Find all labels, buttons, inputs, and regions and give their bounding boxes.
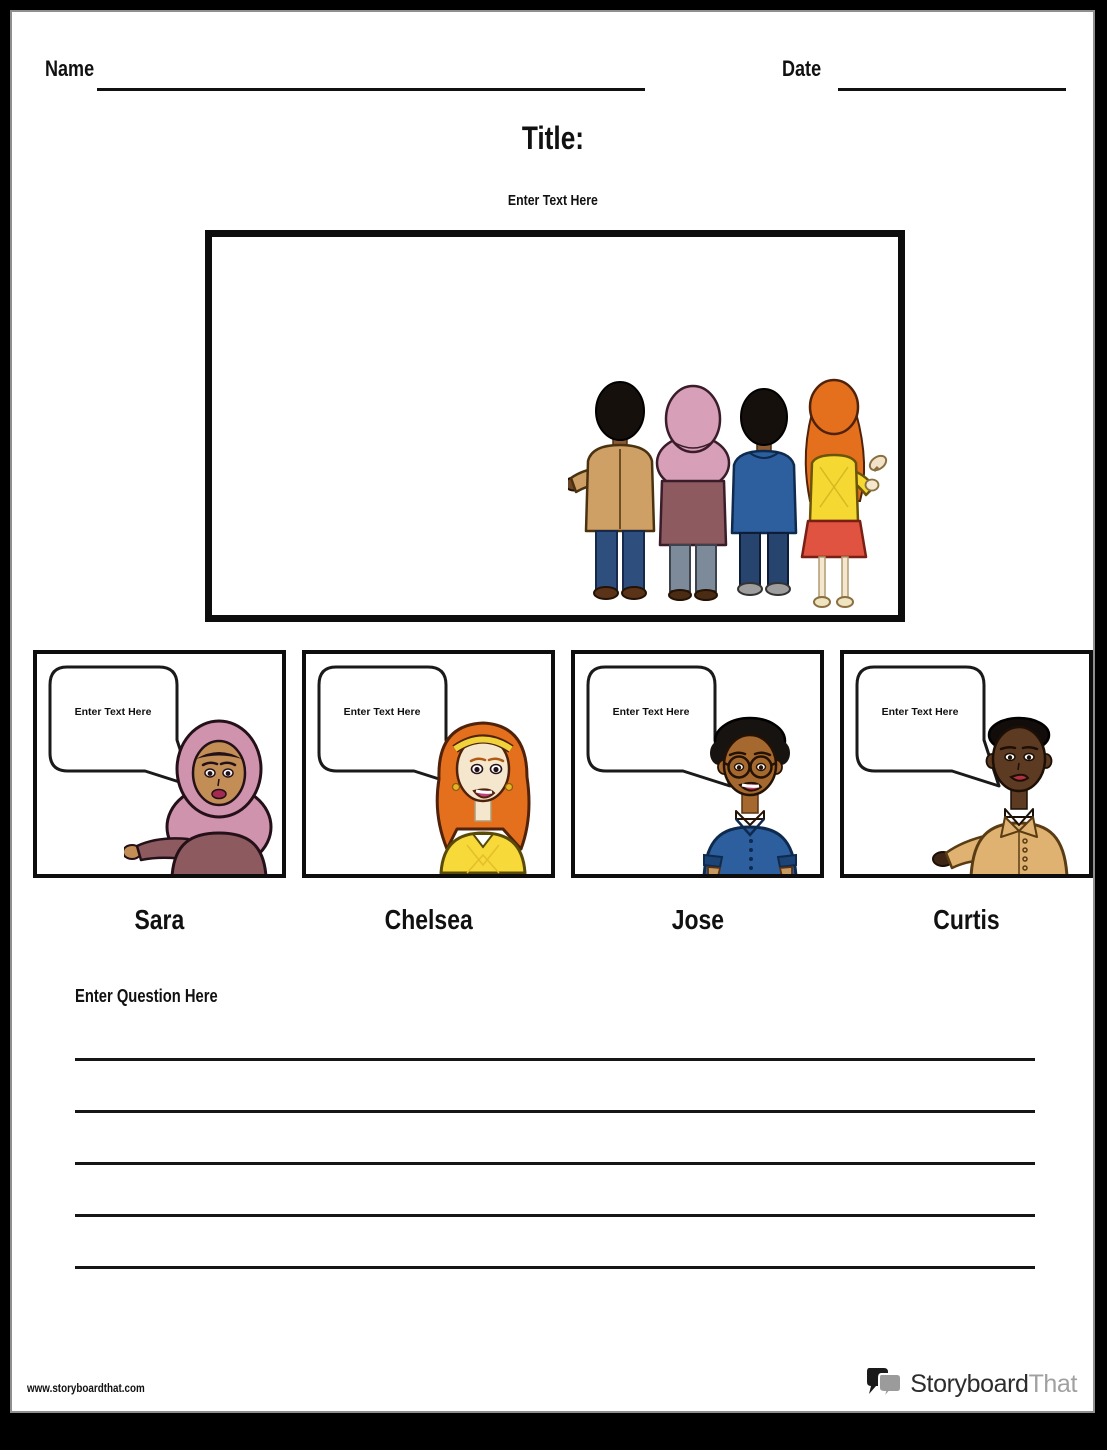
- character-cell-sara: [33, 650, 286, 878]
- back-figure-man-tan: [568, 382, 654, 599]
- answer-line: [75, 1058, 1035, 1061]
- character-name-jose: Jose: [671, 904, 724, 935]
- title-placeholder-text: Enter Text Here: [507, 192, 598, 209]
- storyboard-frame: [205, 230, 905, 622]
- date-fill-line: [838, 88, 1066, 91]
- character-cell-curtis: [840, 650, 1093, 878]
- chelsea-illustration: [393, 707, 553, 877]
- curtis-illustration: [931, 707, 1091, 877]
- back-figure-woman-hijab: [657, 386, 729, 600]
- speech-bubbles-logo-icon: [864, 1364, 904, 1404]
- sara-illustration: [124, 707, 284, 877]
- speech-bubble-text: Enter Text Here: [74, 706, 152, 718]
- name-label: Name: [45, 56, 95, 81]
- back-figure-man-blue: [732, 389, 796, 595]
- jose-illustration: [662, 707, 822, 877]
- answer-line: [75, 1162, 1035, 1165]
- worksheet-page: [12, 12, 1093, 1411]
- character-name-chelsea: Chelsea: [384, 904, 473, 935]
- speech-bubble-text: Enter Text Here: [881, 706, 959, 718]
- name-fill-line: [97, 88, 645, 91]
- answer-line: [75, 1214, 1035, 1217]
- page-title: Title:: [521, 120, 584, 156]
- speech-bubble-text: Enter Text Here: [343, 706, 421, 718]
- character-cell-jose: [571, 650, 824, 878]
- answer-line: [75, 1110, 1035, 1113]
- speech-bubble-text: Enter Text Here: [612, 706, 690, 718]
- question-label: Enter Question Here: [75, 986, 218, 1006]
- brand-wordmark: StoryboardThat: [910, 1369, 1077, 1398]
- character-name-curtis: Curtis: [933, 904, 1000, 935]
- answer-lines: [75, 1058, 1035, 1318]
- date-label: Date: [782, 56, 822, 81]
- answer-line: [75, 1266, 1035, 1269]
- character-name-sara: Sara: [134, 904, 185, 935]
- back-figure-woman-orange: [802, 380, 888, 607]
- storyboardthat-logo: [864, 1362, 1077, 1406]
- group-back-view-illustration: [568, 371, 888, 611]
- character-cell-chelsea: [302, 650, 555, 878]
- footer-url: www.storyboardthat.com: [27, 1381, 145, 1395]
